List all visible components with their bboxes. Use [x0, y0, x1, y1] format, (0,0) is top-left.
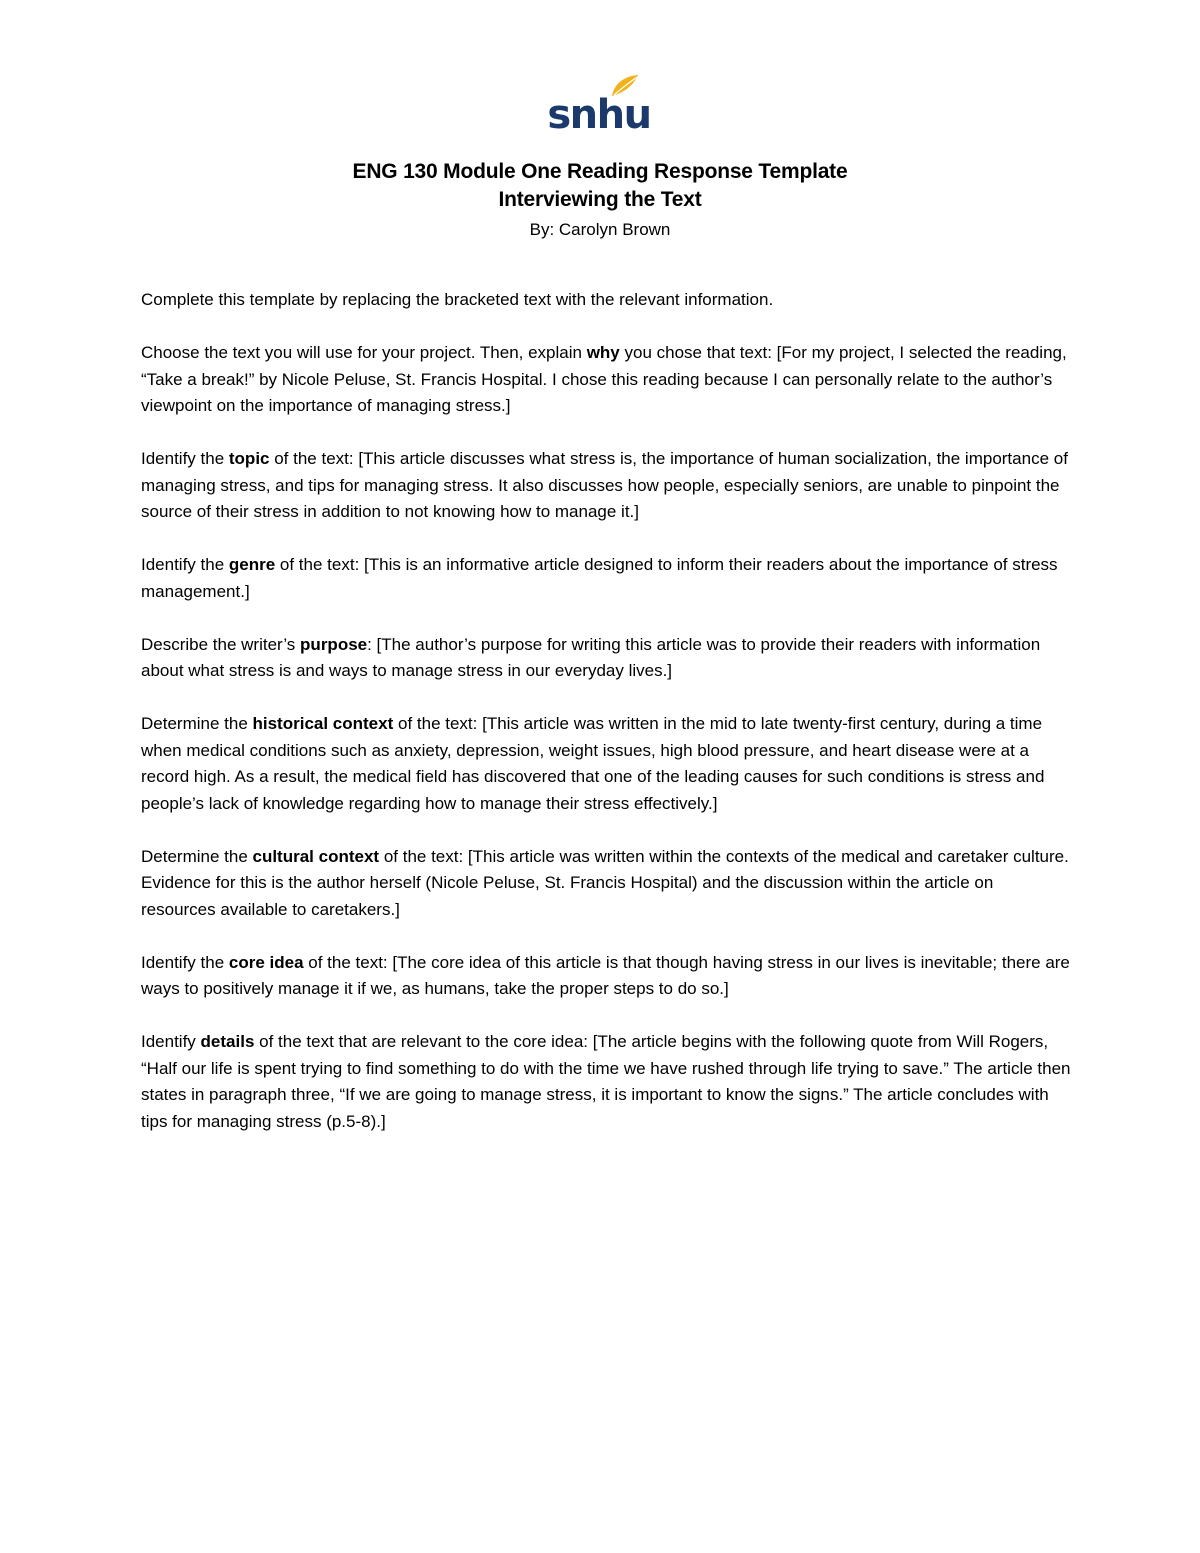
- section-cultural-context: [141, 844, 1071, 924]
- section-keyword: core idea: [228, 952, 304, 972]
- section-topic: [141, 446, 1071, 526]
- logo-wordmark: snhu: [547, 92, 651, 138]
- section-why: [141, 340, 1071, 420]
- section-prompt: Determine the: [141, 714, 253, 733]
- section-response: of the text: [This article was written in the mid to late twenty-first century, during a time when medical conditions such as anxiety, depression, weight issues, high blood pressure, and heart disease were at a record high. As a result, the medical field has discovered that one of the leading causes for such conditions is stress and people’s lack of knowledge regarding how to manage their stress effectively.]: [141, 714, 1045, 813]
- section-prompt: Identify the: [141, 449, 229, 468]
- section-response: of the text: [This is an informative article designed to inform their readers about the importance of stress management.]: [141, 555, 1058, 601]
- section-keyword: purpose: [300, 634, 368, 654]
- section-keyword: why: [586, 343, 620, 362]
- snhu-logo: [547, 72, 651, 138]
- section-prompt: Determine the: [141, 846, 253, 866]
- section-keyword: details: [200, 1032, 255, 1051]
- section-prompt: Identify the: [141, 952, 229, 972]
- section-response: you chose that text: [For my project, I selected the reading, “Take a break!” by Nicole Peluse, St. Francis Hospital. I chose this reading because I can personally relate to the author’s viewpoint on the importance of managing stress.]: [141, 343, 1067, 415]
- document-subtitle: Interviewing the Text: [498, 188, 702, 211]
- section-response: of the text: [The core idea of this article is that though having stress in our lives is inevitable; there are ways to positively manage it if we, as humans, take the proper steps to do so.]: [141, 952, 1070, 998]
- section-details: [141, 1029, 1071, 1135]
- section-prompt: Identify: [141, 1032, 201, 1051]
- section-genre: [141, 552, 1071, 605]
- section-keyword: topic: [228, 449, 270, 468]
- section-purpose: [141, 632, 1071, 685]
- document-title: ENG 130 Module One Reading Response Template: [352, 160, 848, 183]
- intro-paragraph: Complete this template by replacing the bracketed text with the relevant information.: [141, 290, 774, 309]
- document-body: [141, 287, 1071, 1162]
- section-core-idea: [141, 950, 1071, 1003]
- section-response: : [The author’s purpose for writing this article was to provide their readers with information about what stress is and ways to manage stress in our everyday lives.]: [141, 634, 1041, 680]
- author-byline: By: Carolyn Brown: [529, 220, 671, 239]
- section-prompt: Identify the: [141, 555, 229, 574]
- section-prompt: Describe the writer’s: [141, 634, 301, 654]
- section-response: of the text: [This article was written within the contexts of the medical and caretaker culture. Evidence for this is the author herself (Nicole Peluse, St. Francis Hospital) and the discussion within the article on resources available to caretakers.]: [141, 846, 1069, 919]
- leaf-icon: [547, 72, 651, 138]
- section-response: of the text that are relevant to the core idea: [The article begins with the following quote from Will Rogers, “Half our life is spent trying to find something to do with the time we have rushed through life trying to save.” The article then states in paragraph three, “If we are going to manage stress, it is important to know the signs.” The article concludes with tips for managing stress (p.5-8).]: [141, 1032, 1071, 1131]
- section-historical-context: [141, 711, 1071, 817]
- section-keyword: cultural context: [252, 846, 380, 866]
- document-header: [0, 158, 1200, 245]
- section-keyword: historical context: [252, 714, 394, 733]
- section-response: of the text: [This article discusses what stress is, the importance of human socialization, the importance of managing stress, and tips for managing stress. It also discusses how people, especially seniors, are unable to pinpoint the source of their stress in addition to not knowing how to manage it.]: [141, 449, 1068, 521]
- section-prompt: Choose the text you will use for your project. Then, explain: [141, 343, 587, 362]
- section-keyword: genre: [228, 555, 276, 574]
